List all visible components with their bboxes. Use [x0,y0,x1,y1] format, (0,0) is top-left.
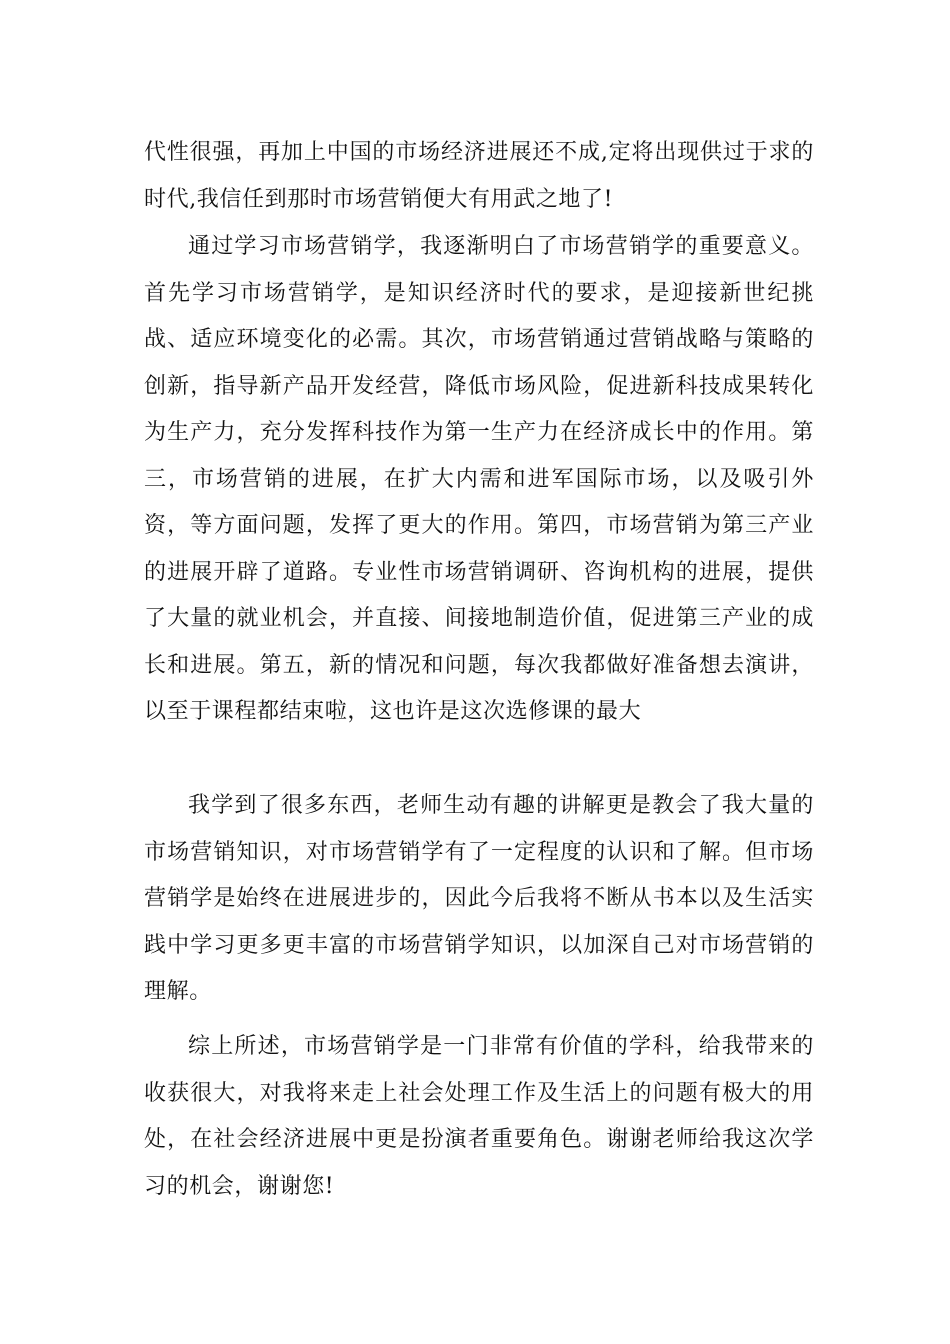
paragraph-significance: 通过学习市场营销学，我逐渐明白了市场营销学的重要意义。首先学习市场营销学，是知识经济时代的要求，是迎接新世纪挑战、适应环境变化的必需。其次，市场营销通过营销战略与策略的创新，指导新产品开发经营，降低市场风险，促进新科技成果转化为生产力，充分发挥科技作为第一生产力在经济成长中的作用。第三，市场营销的进展，在扩大内需和进军国际市场，以及吸引外资，等方面问题，发挥了更大的作用。第四，市场营销为第三产业的进展开辟了道路。专业性市场营销调研、咨询机构的进展，提供了大量的就业机会，并直接、间接地制造价值，促进第三产业的成长和进展。第五，新的情况和问题，每次我都做好准备想去演讲，以至于课程都结束啦，这也许是这次选修课的最大 [144,234,814,724]
paragraph-conclusion: 综上所述，市场营销学是一门非常有价值的学科，给我带来的收获很大，对我将来走上社会处理工作及生活上的问题有极大的用处，在社会经济进展中更是扮演者重要角色。谢谢老师给我这次学习的机会，谢谢您! [144,1034,814,1199]
paragraph-learning: 我学到了很多东西，老师生动有趣的讲解更是教会了我大量的市场营销知识，对市场营销学有了一定程度的认识和了解。但市场营销学是始终在进展进步的，因此今后我将不断从书本以及生活实践中学习更多更丰富的市场营销学知识，以加深自己对市场营销的理解。 [144,793,814,1004]
paragraph-continuation: 代性很强，再加上中国的市场经济进展还不成,定将出现供过于求的时代,我信任到那时市场营销便大有用武之地了! [144,140,814,212]
